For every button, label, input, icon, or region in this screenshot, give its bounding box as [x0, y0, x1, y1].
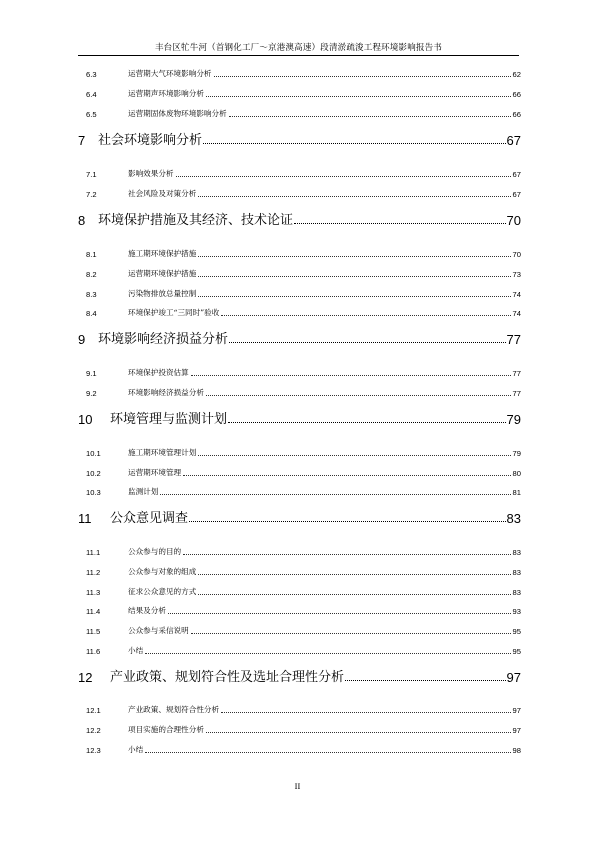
toc-entry-page: 97 — [512, 706, 521, 715]
toc-entry-number: 10 — [78, 412, 93, 427]
toc-entry-page: 66 — [512, 90, 521, 99]
dot-leader — [198, 593, 510, 595]
dot-leader — [191, 374, 511, 376]
toc-entry-page: 77 — [506, 332, 521, 347]
toc-entry-number: 9.1 — [86, 369, 97, 378]
toc-entry-number: 11 — [78, 511, 92, 526]
toc-entry-page: 66 — [512, 110, 521, 119]
toc-entry-title: 社会风险及对策分析 — [128, 189, 197, 198]
toc-entry-title: 运营期固体废物环境影响分析 — [128, 109, 227, 118]
toc-entry-title: 公众参与对象的组成 — [128, 567, 197, 576]
toc-entry-page: 95 — [512, 647, 521, 656]
toc-entry-number: 8.2 — [86, 270, 97, 279]
dot-leader — [198, 255, 510, 257]
toc-entry-title: 产业政策、规划符合性及选址合理性分析 — [110, 670, 345, 685]
toc-entry-title: 公众参与的目的 — [128, 547, 182, 556]
toc-section-entry[interactable] — [78, 486, 521, 497]
dot-leader — [183, 553, 510, 555]
toc-entry-number: 8.3 — [86, 290, 97, 299]
toc-entry-title: 小结 — [128, 745, 144, 754]
toc-entry-number: 7.1 — [86, 170, 97, 179]
toc-entry-page: 98 — [512, 746, 521, 755]
toc-entry-title: 环境保护措施及其经济、技术论证 — [98, 213, 294, 228]
dot-leader — [176, 175, 511, 177]
toc-entry-title: 项目实施的合理性分析 — [128, 725, 204, 734]
toc-entry-page: 67 — [512, 170, 521, 179]
toc-entry-page: 97 — [506, 670, 521, 685]
page-number: II — [294, 781, 301, 791]
toc-section-entry[interactable] — [78, 288, 521, 299]
dot-leader — [221, 314, 510, 316]
toc-entry-page: 81 — [512, 488, 521, 497]
dot-leader — [294, 222, 506, 224]
toc-entry-number: 12.1 — [86, 706, 101, 715]
toc-section-entry[interactable] — [78, 88, 521, 99]
toc-entry-page: 95 — [512, 627, 521, 636]
dot-leader — [168, 612, 511, 614]
toc-entry-title: 产业政策、规划符合性分析 — [128, 705, 220, 714]
toc-entry-page: 62 — [512, 70, 521, 79]
toc-entry-number: 6.3 — [86, 70, 97, 79]
running-header: 丰台区牤牛河（首钢化工厂～京港澳高速）段清淤疏浚工程环境影响报告书 — [154, 43, 443, 53]
toc-entry-title: 环境影响经济损益分析 — [98, 332, 229, 347]
toc-entry-page: 79 — [512, 449, 521, 458]
toc-chapter-entry[interactable] — [78, 508, 521, 526]
dot-leader — [345, 679, 506, 681]
toc-entry-number: 11.3 — [86, 588, 101, 597]
toc-section-entry[interactable] — [78, 248, 521, 259]
toc-section-entry[interactable] — [78, 268, 521, 279]
dot-leader — [198, 275, 510, 277]
dot-leader — [228, 421, 506, 423]
dot-leader — [206, 731, 511, 733]
toc-entry-title: 施工期环境保护措施 — [128, 249, 197, 258]
dot-leader — [221, 711, 510, 713]
toc-entry-title: 影响效果分析 — [128, 169, 174, 178]
toc-entry-number: 6.4 — [86, 90, 97, 99]
toc-entry-title: 环境保护投资估算 — [128, 368, 189, 377]
toc-section-entry[interactable] — [78, 108, 521, 119]
toc-entry-title: 社会环境影响分析 — [98, 133, 203, 148]
toc-entry-page: 79 — [506, 412, 521, 427]
toc-entry-page: 97 — [512, 726, 521, 735]
toc-entry-title: 运营期声环境影响分析 — [128, 89, 204, 98]
toc-section-entry[interactable] — [78, 704, 521, 715]
dot-leader — [198, 295, 510, 297]
toc-entry-page: 77 — [512, 389, 521, 398]
toc-entry-title: 运营期大气环境影响分析 — [128, 69, 212, 78]
toc-entry-number: 8.1 — [86, 250, 97, 259]
dot-leader — [214, 75, 511, 77]
header-divider — [78, 55, 519, 56]
dot-leader — [145, 652, 510, 654]
toc-section-entry[interactable] — [78, 387, 521, 398]
toc-entry-number: 11.4 — [86, 607, 101, 616]
toc-section-entry[interactable] — [78, 168, 521, 179]
toc-chapter-entry[interactable] — [78, 667, 521, 685]
toc-section-entry[interactable] — [78, 744, 521, 755]
toc-section-entry[interactable] — [78, 605, 521, 616]
dot-leader — [198, 573, 510, 575]
dot-leader — [145, 751, 510, 753]
toc-entry-title: 公众意见调查 — [110, 511, 189, 526]
dot-leader — [183, 474, 510, 476]
toc-section-entry[interactable] — [78, 625, 521, 636]
toc-entry-page: 67 — [506, 133, 521, 148]
toc-entry-number: 7.2 — [86, 190, 97, 199]
toc-chapter-entry[interactable] — [78, 409, 521, 427]
toc-entry-page: 80 — [512, 469, 521, 478]
dot-leader — [160, 493, 510, 495]
toc-entry-title: 施工期环境管理计划 — [128, 448, 197, 457]
toc-section-entry[interactable] — [78, 307, 521, 318]
toc-section-entry[interactable] — [78, 447, 521, 458]
toc-entry-number: 12.3 — [86, 746, 101, 755]
dot-leader — [191, 632, 511, 634]
toc-entry-number: 7 — [78, 133, 86, 148]
toc-entry-title: 环境保护竣工“三同时”验收 — [128, 308, 220, 317]
dot-leader — [198, 195, 510, 197]
toc-entry-number: 11.5 — [86, 627, 101, 636]
toc-entry-number: 10.1 — [86, 449, 101, 458]
toc-chapter-entry[interactable] — [78, 329, 521, 347]
toc-entry-page: 83 — [512, 588, 521, 597]
dot-leader — [198, 454, 510, 456]
toc-entry-title: 污染物排放总量控制 — [128, 289, 197, 298]
toc-section-entry[interactable] — [78, 586, 521, 597]
toc-entry-number: 9 — [78, 332, 86, 347]
toc-entry-title: 征求公众意见的方式 — [128, 587, 197, 596]
toc-entry-number: 10.3 — [86, 488, 101, 497]
toc-entry-page: 70 — [506, 213, 521, 228]
toc-entry-page: 77 — [512, 369, 521, 378]
toc-entry-page: 93 — [512, 607, 521, 616]
toc-entry-page: 74 — [512, 290, 521, 299]
toc-chapter-entry[interactable] — [78, 130, 521, 148]
toc-entry-title: 结果及分析 — [128, 606, 166, 615]
toc-section-entry[interactable] — [78, 367, 521, 378]
toc-entry-page: 83 — [512, 548, 521, 557]
toc-chapter-entry[interactable] — [78, 210, 521, 228]
toc-section-entry[interactable] — [78, 467, 521, 478]
toc-entry-number: 12.2 — [86, 726, 101, 735]
toc-entry-number: 8 — [78, 213, 86, 228]
toc-entry-title: 运营期环境保护措施 — [128, 269, 197, 278]
dot-leader — [229, 341, 506, 343]
toc-section-entry[interactable] — [78, 68, 521, 79]
toc-entry-page: 70 — [512, 250, 521, 259]
toc-section-entry[interactable] — [78, 724, 521, 735]
toc-entry-title: 环境管理与监测计划 — [110, 412, 228, 427]
toc-section-entry[interactable] — [78, 566, 521, 577]
toc-section-entry[interactable] — [78, 645, 521, 656]
toc-entry-title: 监测计划 — [128, 487, 159, 496]
toc-entry-page: 74 — [512, 309, 521, 318]
toc-entry-number: 10.2 — [86, 469, 101, 478]
toc-entry-page: 83 — [512, 568, 521, 577]
toc-entry-number: 12 — [78, 670, 93, 685]
dot-leader — [229, 115, 511, 117]
toc-entry-number: 11.2 — [86, 568, 101, 577]
toc-section-entry[interactable] — [78, 188, 521, 199]
toc-entry-number: 9.2 — [86, 389, 97, 398]
toc-entry-number: 6.5 — [86, 110, 97, 119]
dot-leader — [206, 95, 511, 97]
toc-entry-number: 8.4 — [86, 309, 97, 318]
toc-entry-title: 公众参与采信说明 — [128, 626, 189, 635]
toc-entry-number: 11.6 — [86, 647, 101, 656]
toc-entry-title: 环境影响经济损益分析 — [128, 388, 204, 397]
toc-entry-page: 83 — [506, 511, 521, 526]
toc-section-entry[interactable] — [78, 546, 521, 557]
dot-leader — [203, 142, 506, 144]
toc-entry-page: 73 — [512, 270, 521, 279]
toc-entry-title: 小结 — [128, 646, 144, 655]
dot-leader — [206, 394, 511, 396]
dot-leader — [189, 520, 506, 522]
toc-entry-title: 运营期环境管理 — [128, 468, 182, 477]
toc-entry-number: 11.1 — [86, 548, 101, 557]
toc-entry-page: 67 — [512, 190, 521, 199]
